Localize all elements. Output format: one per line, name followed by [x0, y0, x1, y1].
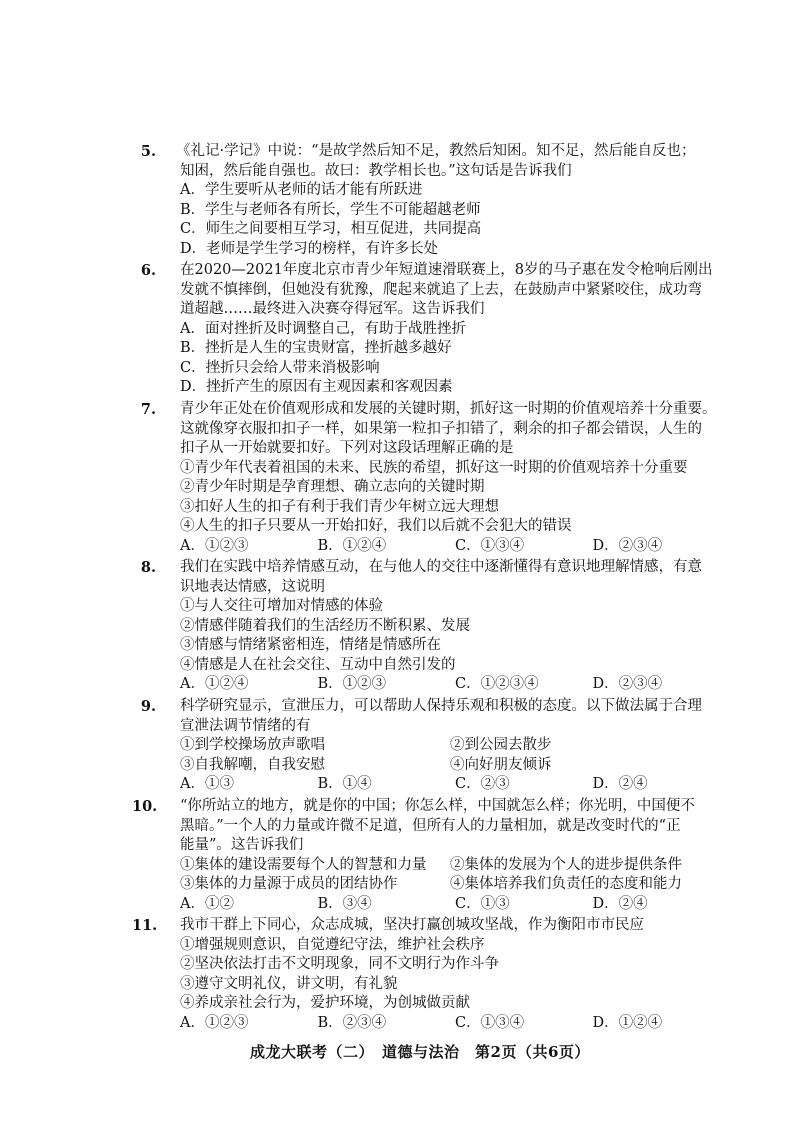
statement-3: ③自我解嘲，自我安慰 [180, 756, 325, 773]
question-stem: 道超越……最终进入决赛夺得冠军。这告诉我们 [180, 301, 485, 317]
answer-choices [160, 675, 730, 695]
answer-b: B．①④ [317, 776, 372, 792]
answer-d: D．①②④ [592, 1014, 663, 1031]
statement-3: ③遵守文明礼仪，讲文明，有礼貌 [180, 975, 398, 992]
question-number: 8. [140, 559, 156, 576]
question-stem: 《礼记·学记》中说：“是故学然后知不足，教然后知困。知不足，然后能自反也； [176, 143, 696, 159]
statement-4: ④集体培养我们负责任的态度和能力 [450, 876, 682, 892]
question-stem: 宣泄法调节情绪的有 [180, 717, 311, 734]
question-8 [140, 558, 730, 695]
answer-c: C．②③ [455, 776, 510, 792]
answer-b: B．①②③ [317, 676, 387, 692]
statement-3: ③集体的力量源于成员的团结协作 [180, 876, 398, 892]
option-d: D．老师是学生学习的榜样，有许多长处 [180, 240, 439, 257]
question-number: 6. [140, 262, 156, 279]
question-stem: 能量”。这告诉我们 [180, 837, 304, 853]
page-footer: 成龙大联考（二） 道德与法治 第2页（共6页） [250, 1043, 590, 1061]
statement-1: ①到学校操场放声歌唱 [180, 737, 325, 753]
statement-2: ②青少年时期是孕育理想、确立志向的关键时期 [180, 479, 485, 495]
statement-4: ④人生的扣子只要从一开始扣好，我们以后就不会犯大的错误 [180, 518, 572, 534]
option-c: C．师生之间要相互学习，相互促进，共同提高 [180, 221, 482, 237]
answer-a: A．①②③ [180, 1014, 249, 1031]
answer-b: B．③④ [317, 895, 372, 912]
answer-a: A．①②④ [180, 676, 249, 692]
answer-choices [160, 1014, 730, 1034]
question-stem: 知困，然后能自强也。故曰：教学相长也。”这句话是告诉我们 [180, 162, 572, 179]
statement-3: ③扣好人生的扣子有利于我们青少年树立远大理想 [180, 498, 499, 515]
question-stem: 在2020—2021年度北京市青少年短道速滑联赛上，8岁的马子惠在发令枪响后刚出 [180, 262, 713, 278]
question-number: 9. [140, 698, 156, 715]
statement-pair-row [160, 875, 730, 895]
answer-a: A．①②③ [180, 537, 249, 554]
question-6 [140, 261, 730, 398]
statement-2: ②到公园去散步 [450, 737, 552, 753]
option-a: A．面对挫折及时调整自己，有助于战胜挫折 [180, 320, 466, 337]
statement-pair-row [160, 736, 730, 756]
option-a: A．学生要听从老师的话才能有所跃进 [180, 182, 423, 198]
statement-2: ②坚决依法打击不文明现象，同不文明行为作斗争 [180, 956, 499, 972]
answer-c: C．①③ [455, 895, 510, 912]
question-number: 7. [140, 401, 156, 418]
answer-d: D．②③④ [592, 676, 663, 692]
answer-choices [160, 537, 730, 557]
option-b: B．学生与老师各有所长，学生不可能超越老师 [180, 201, 481, 218]
question-stem: “你所站立的地方，就是你的中国；你怎么样，中国就怎么样；你光明，中国便不 [180, 798, 695, 814]
question-stem: 发就不慎摔倒，但她没有犹豫，爬起来就追了上去，在鼓励声中紧紧咬住，成功弯 [180, 281, 702, 298]
answer-c: C．①②③④ [455, 676, 539, 692]
answer-d: D．②④ [592, 776, 648, 792]
statement-1: ①与人交往可增加对情感的体验 [180, 598, 383, 614]
answer-c: C．①③④ [455, 537, 525, 554]
question-11 [132, 916, 730, 1033]
question-number: 10. [132, 798, 158, 815]
question-stem: 扣子从一开始就要扣好。下列对这段话理解正确的是 [180, 440, 514, 456]
answer-a: A．①③ [180, 776, 234, 792]
question-stem: 黑暗。”一个人的力量或许微不足道，但所有人的力量相加，就是改变时代的“正 [180, 817, 681, 834]
statement-1: ①集体的建设需要每个人的智慧和力量 [180, 856, 427, 873]
option-c: C．挫折只会给人带来消极影响 [180, 359, 380, 376]
statement-pair-row [160, 856, 730, 876]
question-stem: 科学研究显示，宣泄压力，可以帮助人保持乐观和积极的态度。以下做法属于合理 [180, 698, 702, 714]
statement-4: ④情感是人在社会交往、互动中自然引发的 [180, 656, 456, 673]
answer-choices [160, 895, 730, 915]
option-d: D．挫折产生的原因有主观因素和客观因素 [180, 379, 453, 395]
statement-4: ④向好朋友倾诉 [450, 756, 552, 773]
statement-1: ①青少年代表着祖国的未来、民族的希望，抓好这一时期的价值观培养十分重要 [180, 459, 688, 476]
answer-a: A．①② [180, 895, 234, 912]
statement-2: ②集体的发展为个人的进步提供条件 [450, 856, 682, 873]
answer-d: D．②③④ [592, 537, 663, 554]
statement-1: ①增强规则意识，自觉遵纪守法，维护社会秩序 [180, 936, 485, 953]
option-b: B．挫折是人生的宝贵财富，挫折越多越好 [180, 340, 452, 356]
question-number: 5. [140, 143, 156, 160]
statement-2: ②情感伴随着我们的生活经历不断积累、发展 [180, 617, 470, 634]
question-9 [140, 697, 730, 795]
answer-b: B．①②④ [317, 537, 387, 554]
question-stem: 我们在实践中培养情感互动，在与他人的交往中逐渐懂得有意识地理解情感，有意 [180, 559, 702, 575]
answer-d: D．②④ [592, 895, 648, 912]
statement-4: ④养成亲社会行为，爱护环境，为创城做贡献 [180, 995, 470, 1011]
question-stem: 青少年正处在价值观形成和发展的关键时期，抓好这一时期的价值观培养十分重要。 [180, 401, 717, 417]
question-stem: 我市干群上下同心，众志成城，坚决打赢创城攻坚战，作为衡阳市市民应 [180, 917, 644, 933]
answer-b: B．②③④ [317, 1014, 387, 1031]
question-stem: 识地表达情感，这说明 [180, 578, 325, 595]
question-number: 11. [132, 917, 158, 934]
answer-c: C．①③④ [455, 1014, 525, 1031]
question-stem: 这就像穿衣服扣扣子一样，如果第一粒扣子扣错了，剩余的扣子都会错误，人生的 [180, 420, 702, 437]
answer-choices [160, 775, 730, 795]
statement-3: ③情感与情绪紧密相连，情绪是情感所在 [180, 637, 441, 653]
question-5 [140, 142, 730, 259]
question-7 [140, 400, 730, 556]
statement-pair-row [160, 756, 730, 776]
question-10 [132, 797, 730, 914]
